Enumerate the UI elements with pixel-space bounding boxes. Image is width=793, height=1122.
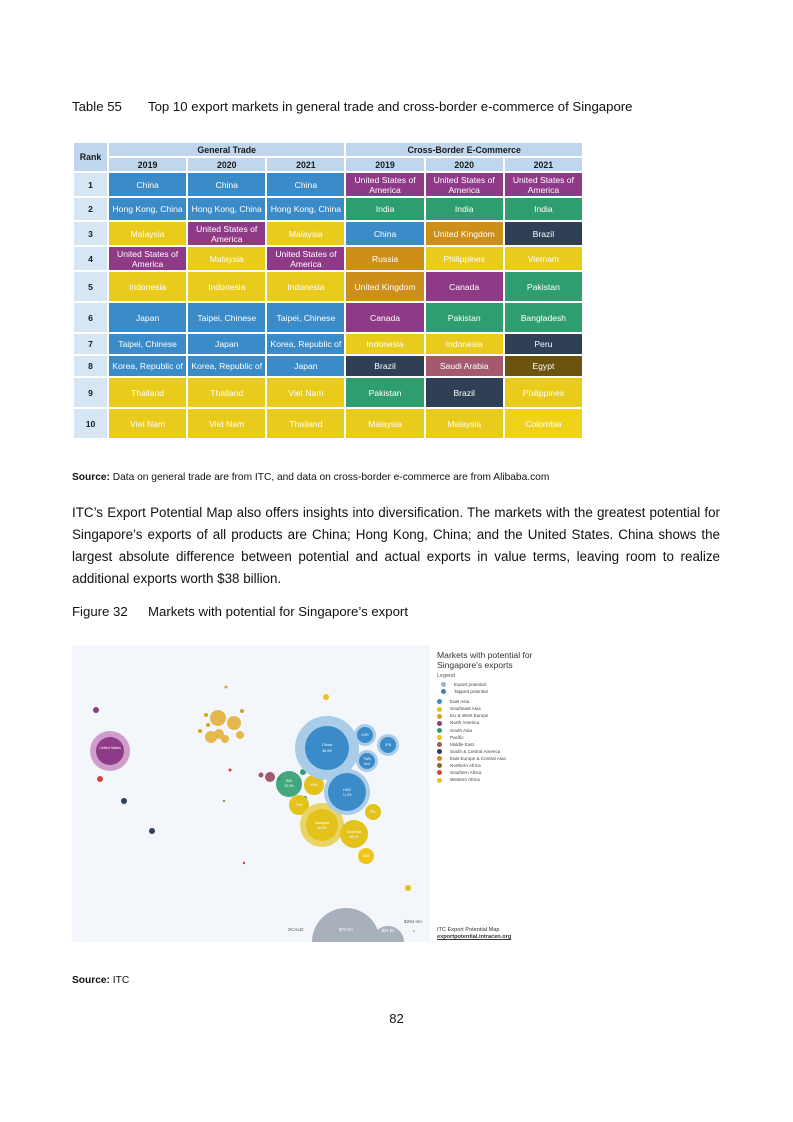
legend-region [437,776,577,783]
legend-region [437,734,577,741]
legend-key [441,681,577,688]
bubble-chart [72,645,430,942]
legend-dot-icon [437,742,442,747]
market-cell: Malaysia [267,222,344,245]
bubble-usa-label: United States [99,746,121,750]
legend-key-label: Tapped potential [454,689,488,695]
legend-dot-icon [437,778,442,783]
bubble-china-label: China [321,742,333,747]
bubble-kor-label: KOR [361,733,369,737]
year-header: 2021 [505,158,582,171]
legend-region [437,755,577,762]
bubble-mys-tapped [306,809,338,841]
bubble-dot [405,885,411,891]
bubble-me [259,773,264,778]
market-cell: Canada [346,303,423,332]
bubble-dot [225,686,228,689]
market-cell: Thailand [188,378,265,407]
source-label: Source: [72,472,110,483]
bubble-idn [340,820,368,848]
market-cell: Indonesia [346,334,423,354]
map-legend [437,650,577,783]
bubble-mys-label: Malaysia [314,821,330,825]
legend-region-label: South Asia [450,727,472,733]
market-cell: China [188,173,265,196]
market-cell: Pakistan [426,303,503,332]
credit-link[interactable]: exportpotential.intracen.org [437,934,512,940]
market-cell: Taipei, Chinese [188,303,265,332]
bubble-twn-pct: 50% [363,762,371,766]
legend-region [437,762,577,769]
legend-dot-icon [441,689,446,694]
market-cell: Malaysia [188,247,265,270]
market-cell: Malaysia [346,409,423,438]
market-cell: Russia [346,247,423,270]
source-text: Data on general trade are from ITC, and data on cross-border e-commerce are from Alibaba.com [109,472,550,483]
market-cell: Viet Nam [109,409,186,438]
market-cell: Taipei, Chinese [109,334,186,354]
legend-dot-icon [437,735,442,740]
market-cell: India [426,198,503,220]
legend-region-label: East Asia [450,699,470,705]
market-cell: Brazil [346,356,423,376]
legend-dot-icon [437,714,442,719]
bubble-aus-label: AUS [362,854,370,858]
table-row [74,409,582,438]
bubble-phl-label: PHL [369,810,377,814]
legend-dot-icon [437,728,442,733]
bubble-eu [221,735,229,743]
market-cell: United States of America [188,222,265,245]
bubble-china-tapped [305,726,349,770]
legend-region [437,748,577,755]
bubble-tha-label: THA [295,803,303,807]
market-cell: Japan [109,303,186,332]
scale-label: SCALE: [288,927,305,932]
table-row [74,222,582,245]
legend-region-label: EU & West Europe [450,713,489,719]
bubble-dot [93,707,99,713]
year-header: 2020 [426,158,503,171]
bubble-eu [236,731,244,739]
bubble-usa-tapped [96,737,124,765]
market-cell: Saudi Arabia [426,356,503,376]
figure-source-text: ITC [109,975,130,986]
credit-line-1: ITC Export Potential Map [437,927,500,933]
bubble-me [265,772,275,782]
scale-circle-large [312,908,380,942]
table-number: Table 55 [72,99,122,114]
legend-region [437,719,577,726]
figure-caption [72,604,408,619]
legend-dot-icon [437,770,442,775]
legend-region-label: Middle East [450,741,475,747]
market-cell: United Kingdom [426,222,503,245]
market-cell: United Kingdom [346,272,423,301]
market-cell: Egypt [505,356,582,376]
rank-header: Rank [74,143,107,171]
market-cell: Indonesia [426,334,503,354]
legend-region-label: South & Central America [450,748,501,754]
legend-key [441,688,577,695]
year-header: 2020 [188,158,265,171]
bubble-china-pct: 46.4% [322,749,332,753]
bubble-eu [204,713,208,717]
rank-cell: 4 [74,247,107,270]
scale-1-text: $70 bn [338,927,354,932]
bubble-dot [243,862,245,864]
bubble-ind-label: IND [285,779,293,783]
market-cell: Viet Nam [188,409,265,438]
market-cell: Philippines [426,247,503,270]
market-cell: Pakistan [346,378,423,407]
bubble-eu [198,729,202,733]
market-cell: Vietnam [505,247,582,270]
table-source [72,472,549,483]
market-cell: Philippines [505,378,582,407]
year-header: 2021 [267,158,344,171]
table-row [74,378,582,407]
bubble-jpn-label: JPN [384,743,392,747]
figure-source-label: Source: [72,975,110,986]
market-cell: China [346,222,423,245]
legend-title: Markets with potential for Singapore's exports [437,650,533,670]
table-row [74,334,582,354]
market-cell: Malaysia [426,409,503,438]
figure-source [72,975,129,986]
legend-region-label: Southeast Asia [450,706,481,712]
legend-dot-icon [437,721,442,726]
market-cell: Thailand [109,378,186,407]
bubble-twn-tapped [359,753,375,769]
table-row [74,303,582,332]
market-cell: Korea, Republic of [188,356,265,376]
legend-dot-icon [437,763,442,768]
market-cell: China [109,173,186,196]
market-cell: United States of America [346,173,423,196]
bubble-eu [240,709,244,713]
table-title: Top 10 export markets in general trade and cross-border e-commerce of Singapore [148,99,633,114]
table-row [74,198,582,220]
legend-region [437,741,577,748]
legend-key-label: Export potential [454,682,486,687]
market-cell: China [267,173,344,196]
figure-number: Figure 32 [72,604,128,619]
rank-cell: 10 [74,409,107,438]
market-cell: Thailand [267,409,344,438]
year-header: 2019 [346,158,423,171]
legend-dot-icon [437,699,442,704]
bubble-idn-pct: 58.1% [349,835,359,839]
rank-cell: 8 [74,356,107,376]
market-cell: Hong Kong, China [267,198,344,220]
legend-sub: Legend [437,673,455,679]
bubble-eu [206,723,210,727]
legend-dot-icon [441,682,446,687]
legend-region [437,727,577,734]
table-row [74,272,582,301]
bubble-mys-pct: 54.8% [317,826,327,830]
market-cell: Taipei, Chinese [267,303,344,332]
table-row [74,247,582,270]
market-cell: United States of America [505,173,582,196]
rank-cell: 3 [74,222,107,245]
body-paragraph: ITC’s Export Potential Map also offers insights into diversification. The markets with the greatest potential for Singapore’s exports of all products are China; Hong Kong, China; and the United States. China shows the largest absolute difference between potential and actual exports in value terms, leaving room to realize additional exports worth $38 billion. [72,505,720,586]
legend-dot-icon [437,749,442,754]
market-cell: Malaysia [109,222,186,245]
market-cell: Brazil [426,378,503,407]
table-row [74,173,582,196]
rank-cell: 7 [74,334,107,354]
scale-3-text: $294 mn [404,919,422,924]
rank-cell: 5 [74,272,107,301]
bubble-hkg-tapped [328,773,366,811]
market-cell: Hong Kong, China [109,198,186,220]
legend-region [437,705,577,712]
market-cell: Canada [426,272,503,301]
market-cell: Korea, Republic of [109,356,186,376]
bubble-hkg-label: HKG [343,788,351,792]
scale-circle-small [413,930,415,932]
bubble-vnm-label: VNM [310,783,318,787]
bubble-eu [210,710,226,726]
bubble-dot [149,828,155,834]
market-cell: India [505,198,582,220]
legend-region [437,769,577,776]
year-header: 2019 [109,158,186,171]
market-cell: Colombia [505,409,582,438]
rank-cell: 9 [74,378,107,407]
market-cell: Bangladesh [505,303,582,332]
page-number: 82 [389,1011,404,1026]
legend-dot-icon [437,756,442,761]
market-cell: Japan [188,334,265,354]
legend-region-label: Pacific [450,734,464,740]
export-potential-map [72,645,430,942]
legend-region-label: North America [450,720,480,726]
scale-2-text: $24 bn [381,928,395,933]
market-cell: Indonesia [267,272,344,301]
rank-cell: 1 [74,173,107,196]
bubble-dot [97,776,103,782]
bubble-eu [205,731,217,743]
figure-title: Markets with potential for Singapore’s export [148,604,408,619]
bubble-dot [323,694,329,700]
general-trade-header: General Trade [109,143,344,156]
bubble-twn-label: TWN [363,757,371,761]
market-cell: Korea, Republic of [267,334,344,354]
legend-region-label: Southern Africa [450,770,482,776]
legend-region-label: Western Africa [450,777,480,783]
market-cell: Peru [505,334,582,354]
legend-region [437,698,577,705]
market-cell: United States of America [426,173,503,196]
bubble-eu [227,716,241,730]
bubble-hkg-pct: 71.2% [342,793,352,797]
bubble-dot [229,769,232,772]
legend-region [437,712,577,719]
map-credit [437,927,511,941]
legend-region-label: Northern Africa [450,763,481,769]
market-cell: Brazil [505,222,582,245]
bubble-ind-pct: 42.2% [284,784,294,788]
bubble-dot [121,798,127,804]
table-row [74,356,582,376]
market-cell: United States of America [109,247,186,270]
legend-region-label: East Europe & Central Asia [450,755,506,761]
market-cell: Pakistan [505,272,582,301]
market-cell: Japan [267,356,344,376]
rank-cell: 2 [74,198,107,220]
legend-dot-icon [437,707,442,712]
rank-cell: 6 [74,303,107,332]
table-caption [72,99,633,114]
bubble-idn-label: Indonesia [346,830,362,834]
market-cell: Indonesia [109,272,186,301]
cbe-header: Cross-Border E-Commerce [346,143,582,156]
market-cell: India [346,198,423,220]
bubble-dot [223,800,225,802]
market-cell: Hong Kong, China [188,198,265,220]
market-cell: Viet Nam [267,378,344,407]
market-cell: Indonesia [188,272,265,301]
market-cell: United States of America [267,247,344,270]
export-markets-table [72,141,584,441]
